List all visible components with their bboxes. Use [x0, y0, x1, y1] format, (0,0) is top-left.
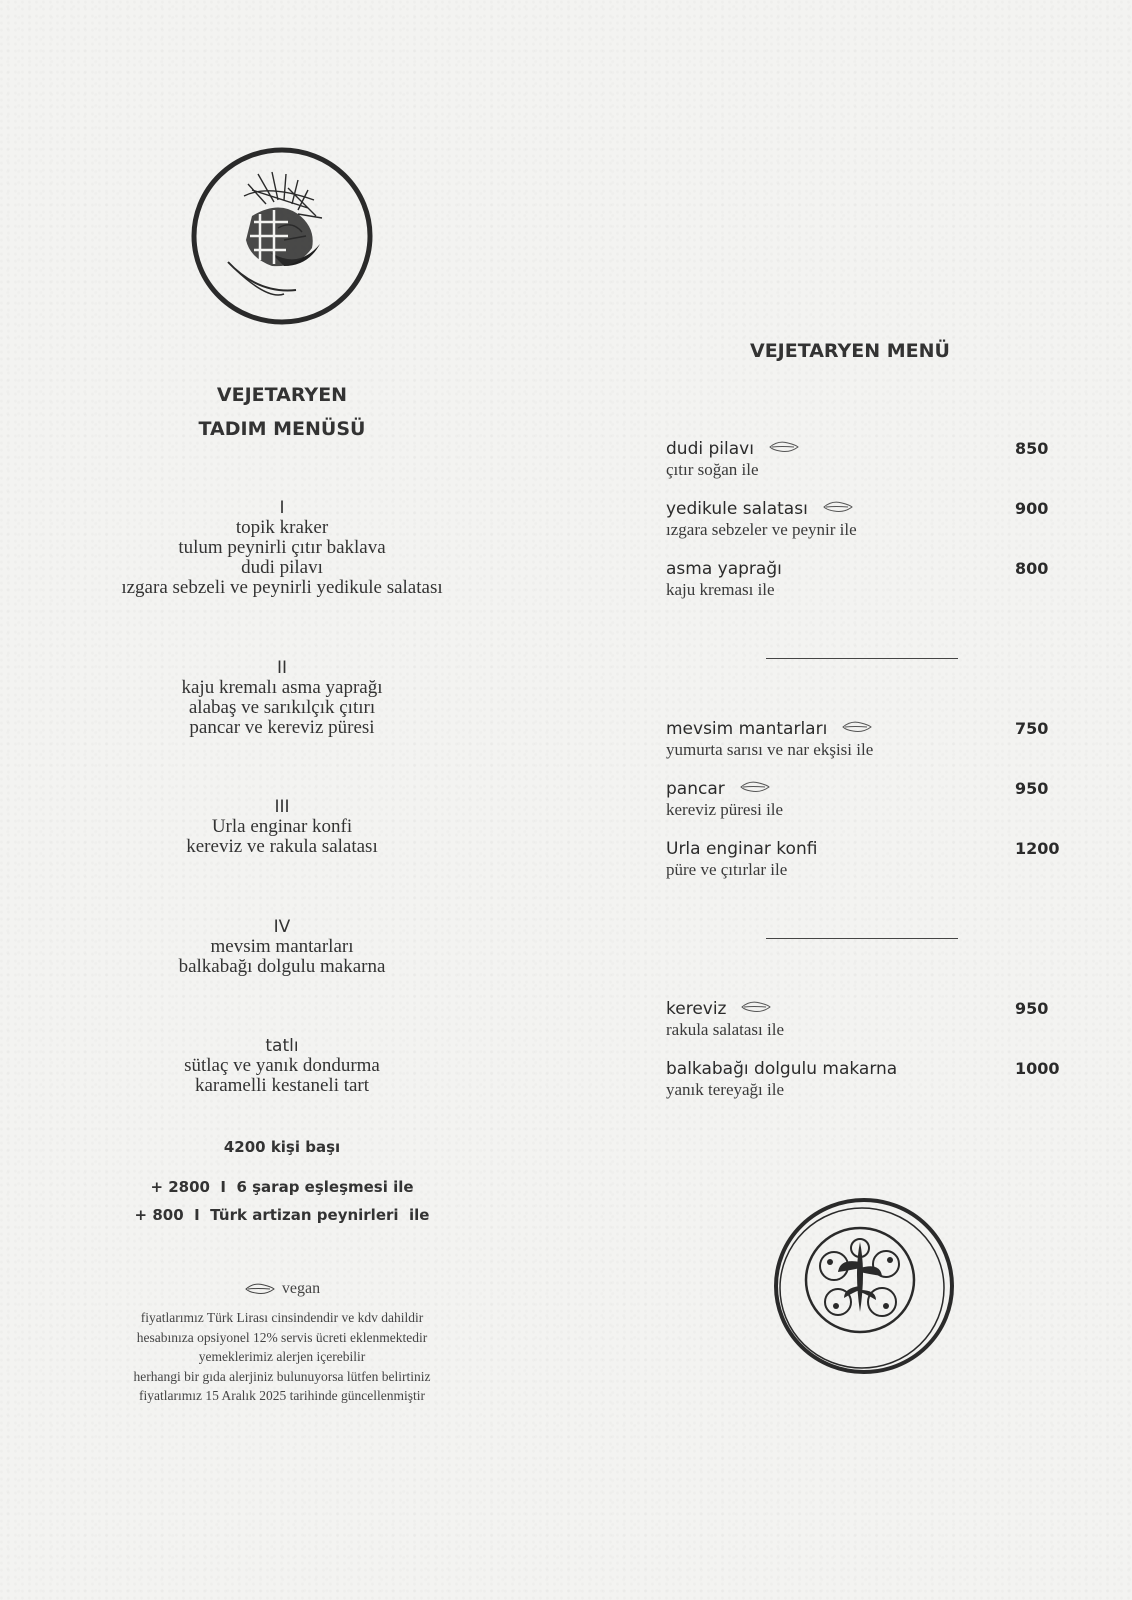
note-line: fiyatlarımız 15 Aralık 2025 tarihinde güncellenmiştir	[138, 1388, 426, 1403]
dish-description: kereviz püresi ile	[666, 800, 784, 819]
dish-price: 1000	[1015, 1059, 1060, 1078]
course-item: mevsim mantarları	[210, 936, 354, 957]
dish-name-text: pancar	[666, 779, 725, 799]
dish-description: ızgara sebzeler ve peynir ile	[666, 520, 857, 539]
dish-description: kaju kreması ile	[666, 580, 775, 599]
course-number: III	[274, 797, 290, 817]
course-item: ızgara sebzeli ve peynirli yedikule salatası	[121, 577, 443, 598]
dish-name	[666, 838, 1066, 860]
course-item: sütlaç ve yanık dondurma	[184, 1055, 380, 1076]
course-number: tatlı	[265, 1036, 299, 1056]
course-item: kereviz ve rakula salatası	[186, 836, 378, 857]
dish-price: 950	[1015, 779, 1049, 798]
tasting-title-line2: TADIM MENÜSÜ	[198, 418, 366, 440]
course-item: Urla enginar konfi	[211, 816, 353, 837]
menu-item	[666, 718, 1066, 760]
note-line: yemeklerimiz alerjen içerebilir	[198, 1349, 366, 1364]
plate-illustration-bottom	[768, 1192, 960, 1385]
menu-item	[666, 558, 1066, 600]
leaf-icon	[768, 438, 800, 460]
price-per-person: 4200 kişi başı	[223, 1138, 341, 1156]
section-divider	[766, 658, 958, 659]
section-divider	[766, 938, 958, 939]
dish-name	[666, 498, 1066, 520]
tasting-title-line1: VEJETARYEN	[216, 384, 348, 406]
menu-item	[666, 998, 1066, 1040]
dish-price: 750	[1015, 719, 1049, 738]
wine-pairing-price: + 2800 I 6 şarap eşleşmesi ile	[150, 1178, 414, 1196]
vegan-legend	[82, 1280, 482, 1298]
note-line: herhangi bir gıda alerjiniz bulunuyorsa lütfen belirtiniz	[133, 1368, 431, 1384]
course-item: topik kraker	[235, 517, 329, 538]
vegan-label: vegan	[281, 1280, 321, 1297]
dish-name	[666, 438, 1066, 460]
dish-name-text: mevsim mantarları	[666, 719, 828, 739]
dish-name-text: yedikule salatası	[666, 499, 808, 519]
menu-item	[666, 778, 1066, 820]
note-line: fiyatlarımız Türk Lirası cinsindendir ve kdv dahildir	[140, 1310, 424, 1325]
course-item: kaju kremalı asma yaprağı	[181, 677, 383, 698]
menu-item	[666, 838, 1066, 880]
leaf-icon	[740, 998, 772, 1020]
course-item: balkabağı dolgulu makarna	[178, 956, 386, 977]
note-line: hesabınıza opsiyonel 12% servis ücreti eklenmektedir	[136, 1329, 428, 1345]
dish-description: rakula salatası ile	[666, 1020, 785, 1039]
dish-description: çıtır soğan ile	[666, 460, 759, 479]
footnotes	[82, 1308, 482, 1406]
dish-price: 1200	[1015, 839, 1060, 858]
plate-illustration-top	[188, 144, 378, 335]
course-3	[82, 797, 482, 857]
dish-name	[666, 558, 1066, 580]
course-number: IV	[273, 917, 291, 937]
course-4	[82, 917, 482, 977]
menu-item	[666, 438, 1066, 480]
course-item: dudi pilavı	[241, 557, 323, 578]
leaf-icon	[822, 498, 854, 520]
cheese-addon-price: + 800 I Türk artizan peynirleri ile	[134, 1206, 430, 1224]
course-number: II	[276, 658, 288, 678]
tasting-menu-title	[82, 378, 482, 446]
dish-name	[666, 998, 1066, 1020]
dish-price: 900	[1015, 499, 1049, 518]
course-item: tulum peynirli çıtır baklava	[178, 537, 386, 558]
course-number: I	[279, 498, 285, 518]
course-dessert	[82, 1036, 482, 1096]
dish-price: 800	[1015, 559, 1049, 578]
dish-name-text: kereviz	[666, 999, 727, 1019]
leaf-icon	[841, 718, 873, 740]
dish-name-text: balkabağı dolgulu makarna	[666, 1059, 898, 1079]
dish-name-text: dudi pilavı	[666, 439, 754, 459]
dish-name-text: Urla enginar konfi	[666, 839, 818, 859]
dish-description: püre ve çıtırlar ile	[666, 860, 788, 879]
leaf-icon	[244, 1282, 276, 1296]
menu-item	[666, 498, 1066, 540]
dish-price: 950	[1015, 999, 1049, 1018]
dish-description: yanık tereyağı ile	[666, 1080, 785, 1099]
dish-price: 850	[1015, 439, 1049, 458]
course-item: pancar ve kereviz püresi	[189, 717, 375, 738]
vegetarian-menu-title: VEJETARYEN MENÜ	[750, 340, 950, 362]
menu-item	[666, 1058, 1066, 1100]
course-item: alabaş ve sarıkılçık çıtırı	[188, 697, 376, 718]
leaf-icon	[739, 778, 771, 800]
dish-name	[666, 718, 1066, 740]
dish-description: yumurta sarısı ve nar ekşisi ile	[666, 740, 874, 759]
dish-name-text: asma yaprağı	[666, 559, 782, 579]
course-1	[82, 498, 482, 598]
dish-name	[666, 778, 1066, 800]
course-item: karamelli kestaneli tart	[194, 1075, 370, 1096]
course-2	[82, 658, 482, 738]
dish-name	[666, 1058, 1066, 1080]
